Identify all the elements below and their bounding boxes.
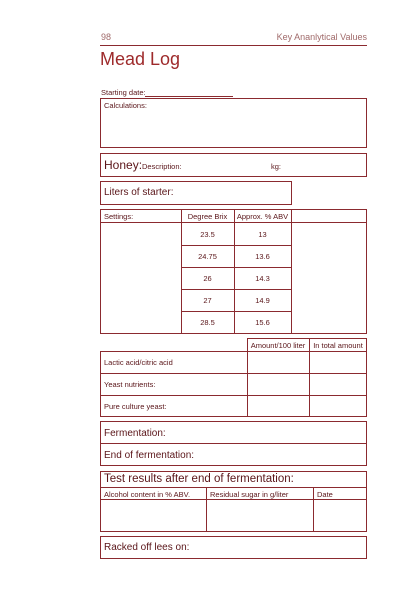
settings-abv-value: 14.3: [255, 274, 270, 283]
settings-header-brix: Degree Brix: [187, 212, 228, 221]
additives-header-total: In total amount: [313, 341, 363, 350]
test-results-divider-2: [313, 487, 314, 532]
additives-row-rule: [100, 373, 367, 374]
additives-divider-2: [309, 351, 310, 417]
settings-header-abv: Approx. % ABV: [236, 212, 289, 221]
test-header-sugar: Residual sugar in g/liter: [210, 490, 289, 499]
honey-kg-label: kg:: [271, 162, 282, 171]
settings-abv-value: 14.9: [255, 296, 270, 305]
additive-label-acid: Lactic acid/citric acid: [104, 358, 173, 367]
test-results-divider-1: [206, 487, 207, 532]
starting-date-label: Starting date:: [101, 88, 146, 97]
additives-row-rule: [100, 395, 367, 396]
settings-divider-3: [291, 209, 292, 334]
calculations-label: Calculations:: [104, 101, 147, 110]
settings-divider-1: [181, 209, 182, 334]
additives-divider-1: [247, 351, 248, 417]
test-results-title-rule: [100, 487, 367, 488]
honey-description-label: Description:: [142, 162, 182, 171]
starting-date-line[interactable]: [145, 96, 233, 97]
settings-brix-value: 28.5: [200, 318, 215, 327]
end-fermentation-label: End of fermentation:: [104, 450, 195, 461]
honey-label: Honey:: [104, 158, 143, 172]
settings-divider-2: [234, 209, 235, 334]
additives-header-amount: Amount/100 liter: [250, 341, 306, 350]
fermentation-rule: [100, 443, 367, 444]
header-rule: [100, 45, 367, 46]
settings-brix-value: 27: [203, 296, 212, 305]
racked-label: Racked off lees on:: [104, 542, 190, 553]
test-results-title: Test results after end of fermentation:: [104, 473, 294, 485]
settings-brix-value: 24.75: [198, 252, 217, 261]
settings-brix-value: 26: [203, 274, 212, 283]
settings-header-settings: Settings:: [104, 212, 134, 221]
settings-row-rule: [181, 267, 291, 268]
settings-abv-value: 15.6: [255, 318, 270, 327]
test-header-alcohol: Alcohol content in % ABV.: [104, 490, 191, 499]
fermentation-label: Fermentation:: [104, 428, 166, 439]
starter-label: Liters of starter:: [104, 187, 174, 198]
page-number: 98: [101, 32, 112, 42]
settings-row-rule: [181, 289, 291, 290]
test-header-date: Date: [317, 490, 333, 499]
settings-row-rule: [181, 245, 291, 246]
section-title: Key Ananlytical Values: [276, 32, 367, 42]
settings-abv-value: 13.6: [255, 252, 270, 261]
additive-label-nutrients: Yeast nutrients:: [104, 380, 156, 389]
settings-abv-value: 13: [258, 230, 267, 239]
page-title: Mead Log: [100, 49, 181, 69]
additive-label-yeast: Pure culture yeast:: [104, 402, 167, 411]
test-results-header-rule: [100, 499, 367, 500]
settings-brix-value: 23.5: [200, 230, 215, 239]
settings-row-rule: [181, 311, 291, 312]
